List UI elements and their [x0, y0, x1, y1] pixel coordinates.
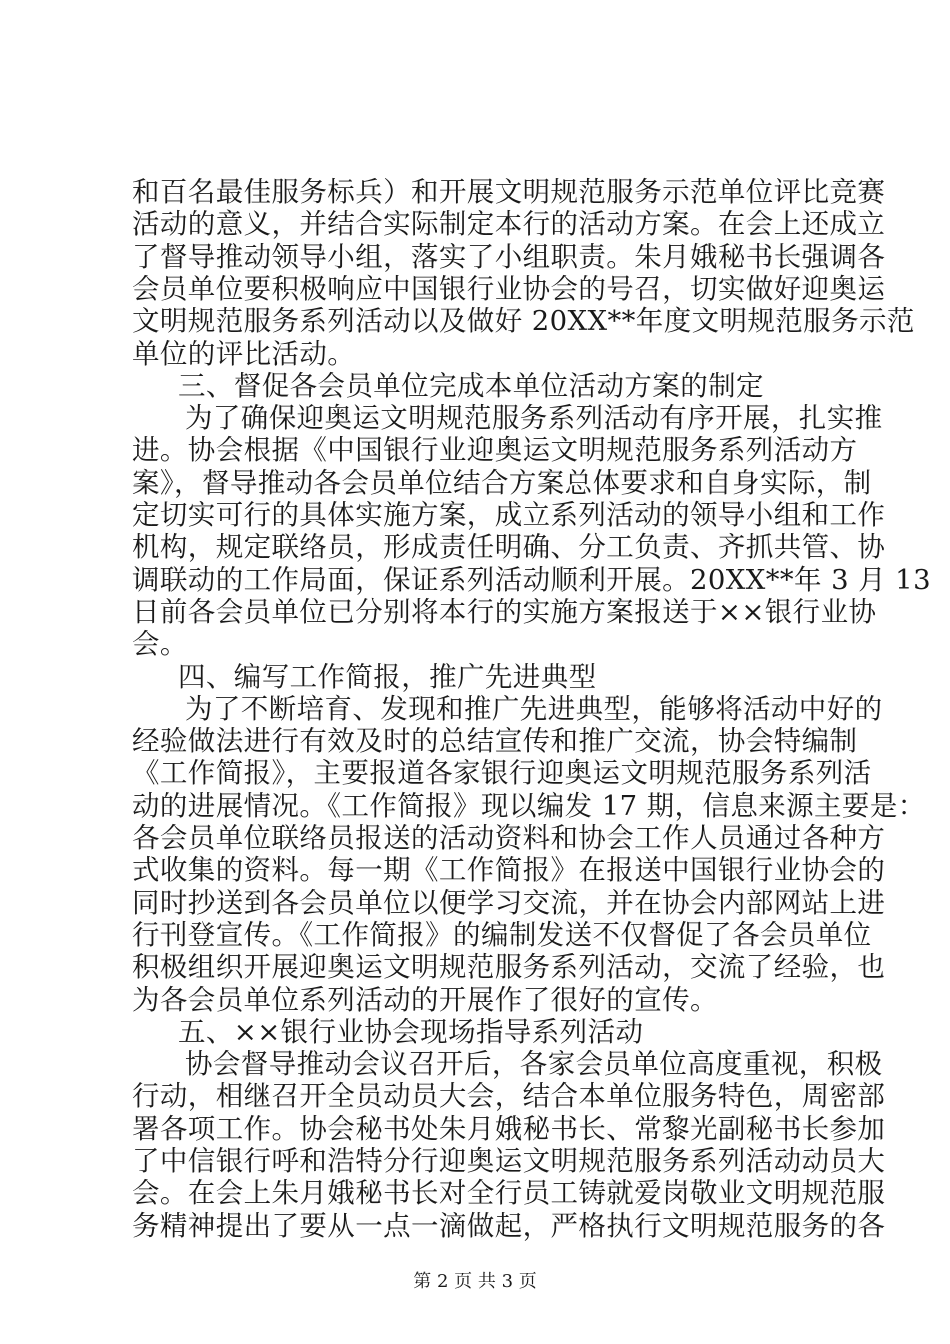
- section-heading: 五、××银行业协会现场指导系列活动: [178, 1015, 644, 1048]
- body-line: 署各项工作。协会秘书处朱月娥秘书长、常黎光副秘书长参加: [132, 1112, 886, 1145]
- body-line: 文明规范服务系列活动以及做好 20XX**年度文明规范服务示范: [132, 305, 915, 338]
- body-line: 为各会员单位系列活动的开展作了很好的宣传。: [132, 983, 718, 1016]
- body-line: 案》，督导推动各会员单位结合方案总体要求和自身实际，制: [132, 466, 872, 499]
- section-heading: 三、督促各会员单位完成本单位活动方案的制定: [178, 369, 764, 402]
- body-line: 经验做法进行有效及时的总结宣传和推广交流，协会特编制: [132, 725, 858, 758]
- body-line: 机构，规定联络员，形成责任明确、分工负责、齐抓共管、协: [132, 531, 886, 564]
- body-line: 活动的意义，并结合实际制定本行的活动方案。在会上还成立: [132, 208, 886, 241]
- body-line: 为了不断培育、发现和推广先进典型，能够将活动中好的: [185, 692, 883, 725]
- body-line: 了中信银行呼和浩特分行迎奥运文明规范服务系列活动动员大: [132, 1145, 886, 1177]
- body-line: 了督导推动领导小组，落实了小组职责。朱月娥秘书长强调各: [132, 240, 886, 273]
- section-heading: 四、编写工作简报，推广先进典型: [178, 660, 597, 693]
- body-line: 积极组织开展迎奥运文明规范服务系列活动，交流了经验，也: [132, 951, 886, 984]
- body-line: 会。在会上朱月娥秘书长对全行员工铸就爱岗敬业文明规范服: [132, 1177, 886, 1210]
- body-line: 和百名最佳服务标兵）和开展文明规范服务示范单位评比竞赛: [132, 176, 886, 208]
- body-line: 协会督导推动会议召开后，各家会员单位高度重视，积极: [185, 1048, 883, 1081]
- body-line: 会。: [132, 628, 188, 661]
- body-line: 定切实可行的具体实施方案，成立系列活动的领导小组和工作: [132, 499, 886, 531]
- body-line: 日前各会员单位已分别将本行的实施方案报送于××银行业协: [132, 595, 877, 628]
- body-line: 单位的评比活动。: [132, 337, 356, 370]
- body-line: 会员单位要积极响应中国银行业协会的号召，切实做好迎奥运: [132, 272, 886, 305]
- page-footer: 第 2 页 共 3 页: [413, 1271, 537, 1292]
- body-line: 进。协会根据《中国银行业迎奥运文明规范服务系列活动方: [132, 434, 858, 467]
- body-line: 行刊登宣传。《工作简报》的编制发送不仅督促了各会员单位: [132, 918, 872, 951]
- body-line: 调联动的工作局面，保证系列活动顺利开展。20XX**年 3 月 13: [132, 563, 931, 596]
- body-line: 《工作简报》，主要报道各家银行迎奥运文明规范服务系列活: [132, 757, 872, 790]
- body-line: 各会员单位联络员报送的活动资料和协会工作人员通过各种方: [132, 822, 886, 854]
- body-line: 行动，相继召开全员动员大会，结合本单位服务特色，周密部: [132, 1080, 886, 1113]
- body-line: 务精神提出了要从一点一滴做起，严格执行文明规范服务的各: [132, 1209, 886, 1242]
- body-line: 同时抄送到各会员单位以便学习交流，并在协会内部网站上进: [132, 886, 886, 919]
- body-line: 式收集的资料。每一期《工作简报》在报送中国银行业协会的: [132, 854, 886, 887]
- body-line: 为了确保迎奥运文明规范服务系列活动有序开展，扎实推: [185, 402, 883, 435]
- body-line: 动的进展情况。《工作简报》现以编发 17 期，信息来源主要是：: [132, 789, 926, 822]
